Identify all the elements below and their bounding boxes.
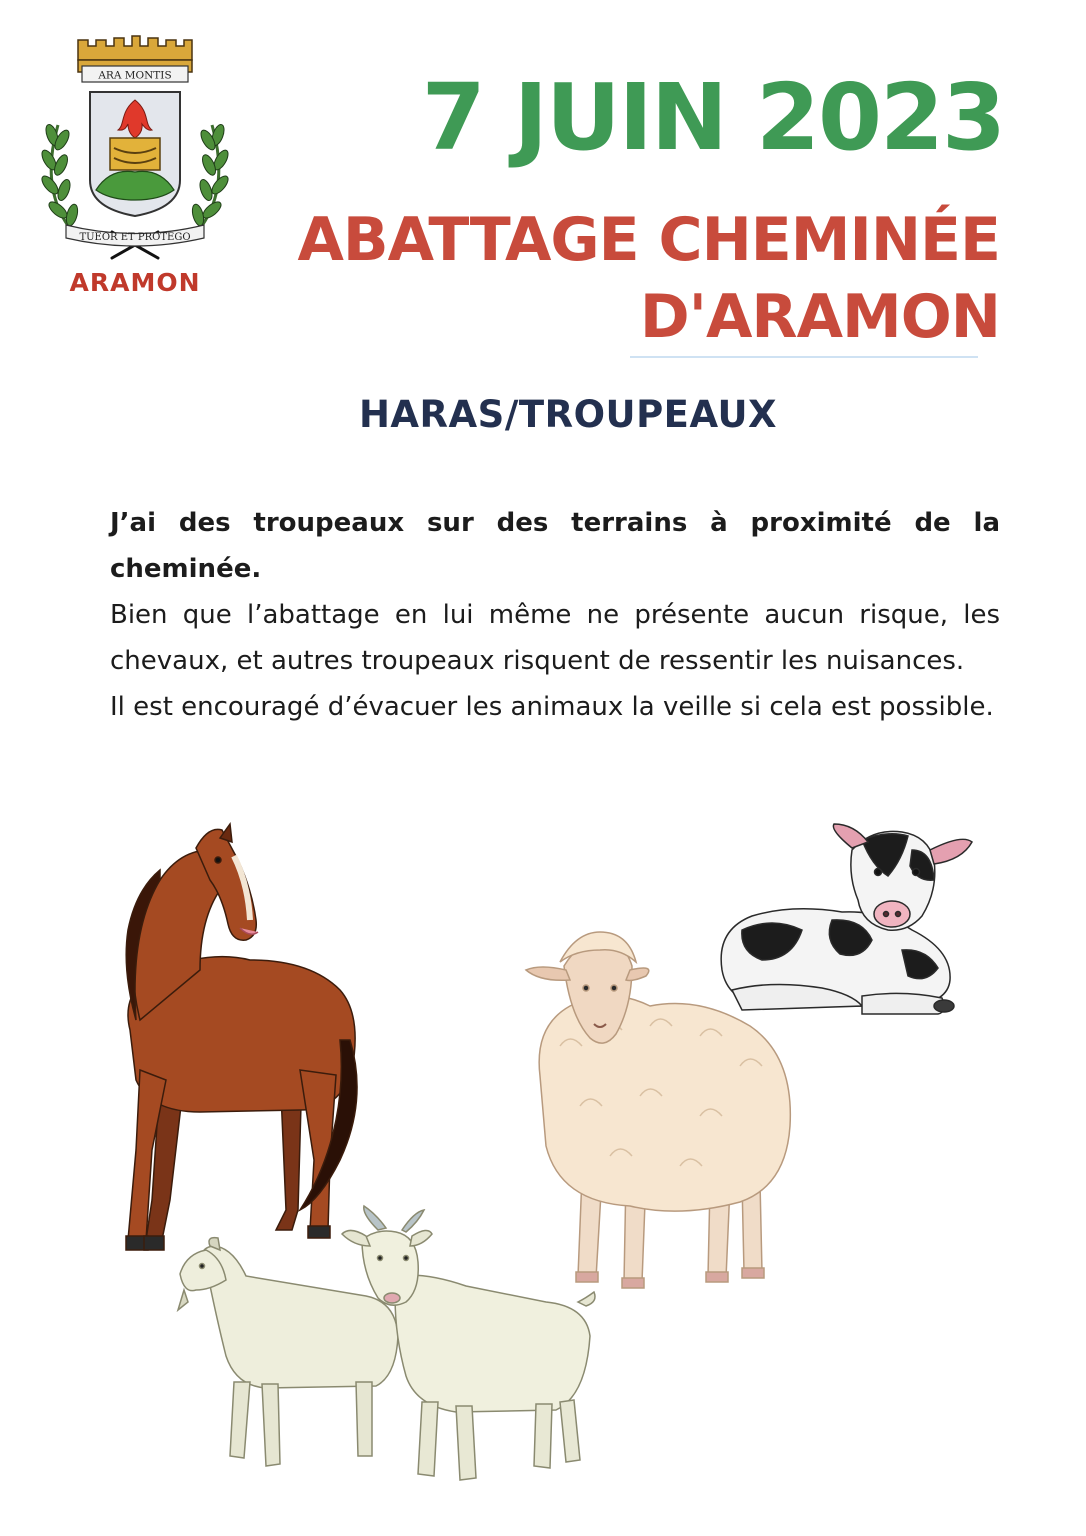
- body-text: [110, 500, 1000, 730]
- laurel-right-icon: [190, 123, 230, 240]
- scroll-top: [82, 66, 188, 82]
- title-line-1: ABATTAGE CHEMINÉE: [297, 205, 1000, 275]
- event-date: 7 JUIN 2023: [421, 64, 1004, 171]
- section-subtitle: HARAS/TROUPEAUX: [358, 393, 778, 436]
- paragraph-evacuation: Il est encouragé d’évacuer les animaux la veille si cela est possible.: [110, 692, 994, 722]
- laurel-left-icon: [40, 123, 80, 240]
- svg-text:ARA MONTIS: ARA MONTIS: [98, 69, 172, 82]
- lead-paragraph: J’ai des troupeaux sur des terrains à proximité de la cheminée.: [110, 508, 1000, 584]
- aramon-coat-of-arms: [40, 30, 230, 265]
- svg-text:TUEOR ET PROTEGO: TUEOR ET PROTEGO: [79, 232, 191, 243]
- paragraph-nuisances: Bien que l’abattage en lui même ne présente aucun risque, les chevaux, et autres troupeaux risquent de ressentir les nuisances.: [110, 600, 1000, 676]
- crest-town-name: ARAMON: [69, 268, 201, 297]
- title-line-2: D'ARAMON: [639, 282, 1000, 352]
- title-underline: [630, 356, 978, 358]
- goats-illustration: [166, 1206, 596, 1486]
- scroll-bottom: [66, 225, 204, 246]
- horse-illustration: [100, 820, 370, 1260]
